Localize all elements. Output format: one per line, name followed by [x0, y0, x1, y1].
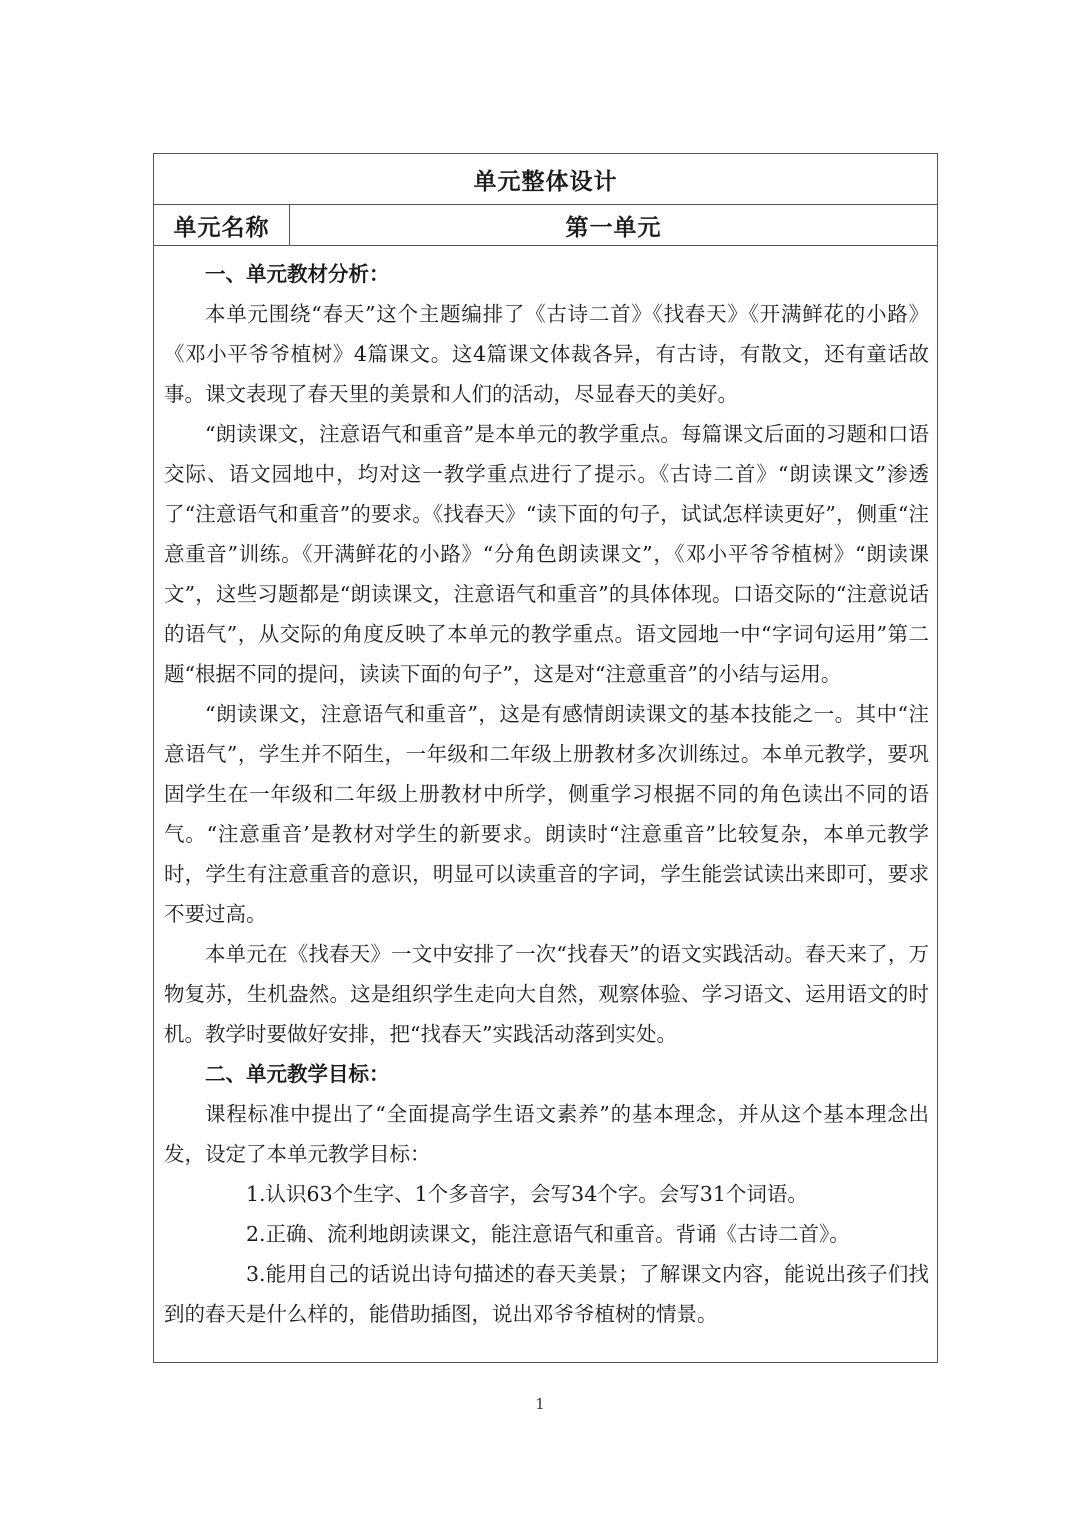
- goal-item-1: 1.认识63个生字、1个多音字，会写34个字。会写31个词语。: [246, 1182, 808, 1206]
- table-content-cell: [154, 246, 937, 1334]
- unit-design-table: [153, 153, 938, 1363]
- section-heading-analysis: 一、单元教材分析：: [205, 262, 390, 286]
- goal-item-2: 2.正确、流利地朗读课文，能注意语气和重音。背诵《古诗二首》。: [246, 1222, 850, 1246]
- goal-item-3: 3.能用自己的话说出诗句描述的春天美景；了解课文内容，能说出孩子们找到的春天是什么样的，能借助插图，说出邓爷爷植树的情景。: [164, 1262, 929, 1326]
- unit-name-label: 单元名称: [154, 205, 290, 245]
- analysis-paragraph-4: 本单元在《找春天》一文中安排了一次“找春天”的语文实践活动。春天来了，万物复苏，生机盎然。这是组织学生走向大自然，观察体验、学习语文、运用语文的时机。教学时要做好安排，把“找春天”实践活动落到实处。: [164, 942, 929, 1046]
- analysis-paragraph-3: “朗读课文，注意语气和重音”，这是有感情朗读课文的基本技能之一。其中“注意语气”，学生并不陌生，一年级和二年级上册教材多次训练过。本单元教学，要巩固学生在一年级和二年级上册教材中所学，侧重学习根据不同的角色读出不同的语气。“注意重音’是教材对学生的新要求。朗读时“注意重音”比较复杂，本单元教学时，学生有注意重音的意识，明显可以读重音的字词，学生能尝试读出来即可，要求不要过高。: [164, 702, 929, 926]
- analysis-paragraph-1: 本单元围绕“春天”这个主题编排了《古诗二首》《找春天》《开满鲜花的小路》《邓小平爷爷植树》4篇课文。这4篇课文体裁各异，有古诗，有散文，还有童话故事。课文表现了春天里的美景和人们的活动，尽显春天的美好。: [164, 302, 929, 406]
- unit-name-row: [154, 205, 937, 246]
- goals-intro-paragraph: 课程标准中提出了“全面提高学生语文素养”的基本理念，并从这个基本理念出发，设定了本单元教学目标：: [164, 1102, 929, 1166]
- unit-name-value: 第一单元: [565, 213, 662, 241]
- table-title: 单元整体设计: [473, 167, 618, 195]
- analysis-paragraph-2: “朗读课文，注意语气和重音”是本单元的教学重点。每篇课文后面的习题和口语交际、语文园地中，均对这一教学重点进行了提示。《古诗二首》“朗读课文”渗透了“注意语气和重音”的要求。《找春天》“读下面的句子，试试怎样读更好”，侧重“注意重音”训练。《开满鲜花的小路》“分角色朗读课文”，《邓小平爷爷植树》“朗读课文”，这些习题都是“朗读课文，注意语气和重音”的具体体现。口语交际的“注意说话的语气”，从交际的角度反映了本单元的教学重点。语文园地一中“字词句运用”第二题“根据不同的提问，读读下面的句子”，这是对“注意重音”的小结与运用。: [164, 422, 929, 686]
- section-heading-goals: 二、单元教学目标：: [205, 1062, 390, 1086]
- page-number: 1: [535, 1395, 545, 1413]
- table-title-row: [154, 154, 937, 205]
